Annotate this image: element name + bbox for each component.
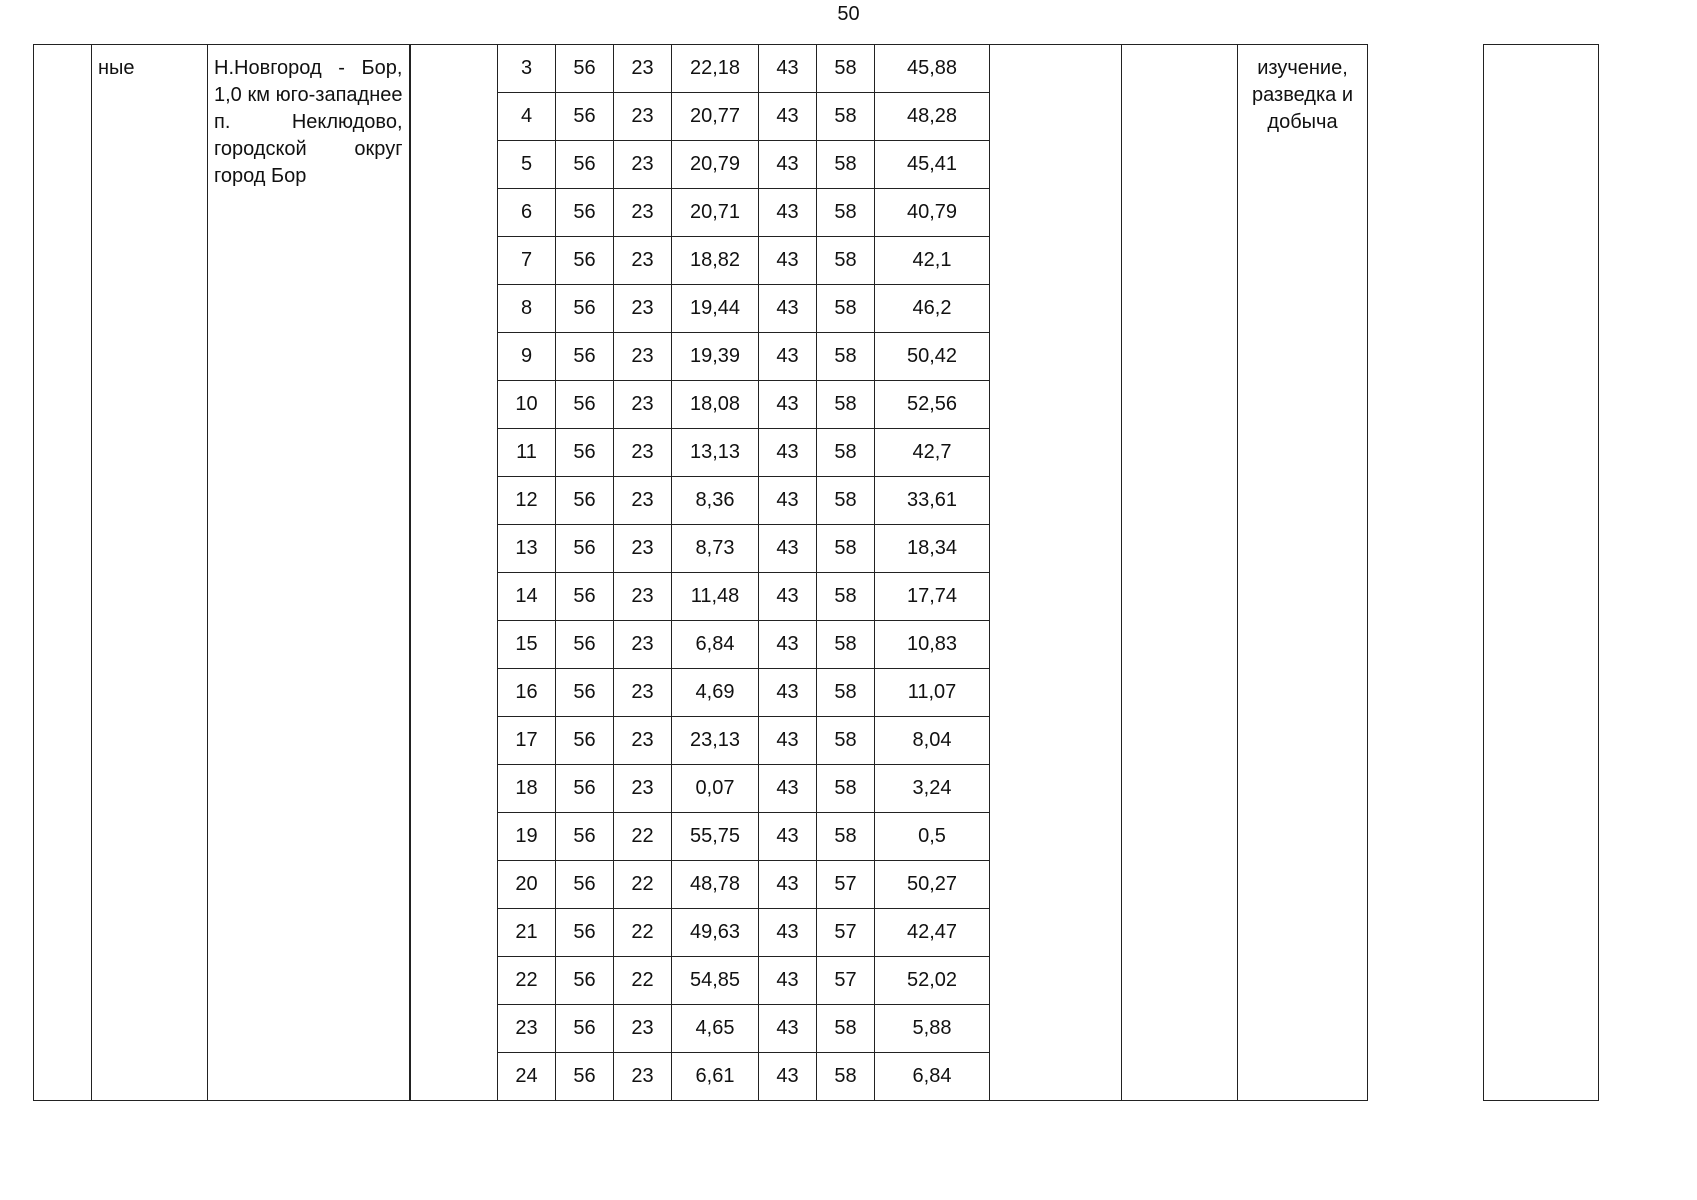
lat-min-cell: 23 [614,765,672,813]
lon-min-cell: 58 [817,621,875,669]
lat-min-cell: 23 [614,93,672,141]
lat-sec-cell: 18,82 [672,237,759,285]
lat-deg-cell: 56 [556,909,614,957]
lon-sec-cell: 50,27 [875,861,990,909]
lon-deg-cell: 43 [759,141,817,189]
point-number-cell: 7 [498,237,556,285]
lon-deg-cell: 43 [759,381,817,429]
lat-deg-cell: 56 [556,381,614,429]
lat-sec-cell: 4,65 [672,1005,759,1053]
lat-deg-cell: 56 [556,525,614,573]
point-number-cell: 12 [498,477,556,525]
lat-deg-cell: 56 [556,669,614,717]
lon-sec-cell: 42,1 [875,237,990,285]
lat-sec-cell: 18,08 [672,381,759,429]
lon-deg-cell: 43 [759,477,817,525]
lat-sec-cell: 54,85 [672,957,759,1005]
lat-deg-cell: 56 [556,957,614,1005]
lon-deg-cell: 43 [759,45,817,93]
lon-sec-cell: 17,74 [875,573,990,621]
lon-sec-cell: 42,47 [875,909,990,957]
lon-sec-cell: 5,88 [875,1005,990,1053]
lon-sec-cell: 8,04 [875,717,990,765]
lon-sec-cell: 3,24 [875,765,990,813]
lon-deg-cell: 43 [759,1005,817,1053]
lat-min-cell: 22 [614,909,672,957]
lon-min-cell: 58 [817,669,875,717]
point-number-cell: 20 [498,861,556,909]
lon-sec-cell: 11,07 [875,669,990,717]
lat-min-cell: 23 [614,45,672,93]
lon-min-cell: 58 [817,573,875,621]
point-number-cell: 10 [498,381,556,429]
lat-sec-cell: 11,48 [672,573,759,621]
lon-min-cell: 58 [817,381,875,429]
lat-sec-cell: 6,84 [672,621,759,669]
lat-min-cell: 23 [614,525,672,573]
purpose-text: изучение, разведка и добыча [1252,57,1353,133]
lat-min-cell: 23 [614,237,672,285]
lon-deg-cell: 43 [759,1053,817,1101]
lat-deg-cell: 56 [556,237,614,285]
lon-sec-cell: 48,28 [875,93,990,141]
lat-min-cell: 23 [614,333,672,381]
point-number-cell: 19 [498,813,556,861]
lon-sec-cell: 33,61 [875,477,990,525]
lon-deg-cell: 43 [759,525,817,573]
point-number-cell: 21 [498,909,556,957]
lon-min-cell: 58 [817,237,875,285]
location-text: Н.Новгород - Бор, 1,0 км юго-западнее п. Неклюдово, городской округ город Бор [214,57,403,187]
lat-deg-cell: 56 [556,477,614,525]
table-row [34,45,1599,93]
lon-sec-cell: 10,83 [875,621,990,669]
lon-deg-cell: 43 [759,909,817,957]
lat-deg-cell: 56 [556,573,614,621]
lat-sec-cell: 8,36 [672,477,759,525]
lon-deg-cell: 43 [759,333,817,381]
lat-deg-cell: 56 [556,285,614,333]
lat-min-cell: 23 [614,381,672,429]
lat-deg-cell: 56 [556,765,614,813]
area-cell [410,45,498,1101]
blank-cell-2 [1122,45,1238,1101]
lat-deg-cell: 56 [556,189,614,237]
lon-min-cell: 57 [817,909,875,957]
license-areas-table [33,44,1599,1101]
lon-deg-cell: 43 [759,621,817,669]
lon-deg-cell: 43 [759,429,817,477]
lon-deg-cell: 43 [759,957,817,1005]
lat-min-cell: 22 [614,861,672,909]
point-number-cell: 8 [498,285,556,333]
table-body [34,45,1599,1101]
lat-sec-cell: 20,79 [672,141,759,189]
lon-min-cell: 58 [817,525,875,573]
purpose-cell [1238,45,1368,1101]
lon-deg-cell: 43 [759,717,817,765]
lon-sec-cell: 50,42 [875,333,990,381]
lat-sec-cell: 22,18 [672,45,759,93]
lat-deg-cell: 56 [556,93,614,141]
lat-min-cell: 23 [614,669,672,717]
lat-sec-cell: 6,61 [672,1053,759,1101]
lat-min-cell: 23 [614,429,672,477]
lat-deg-cell: 56 [556,813,614,861]
lat-sec-cell: 0,07 [672,765,759,813]
point-number-cell: 6 [498,189,556,237]
lat-sec-cell: 19,39 [672,333,759,381]
lon-min-cell: 58 [817,93,875,141]
lon-sec-cell: 42,7 [875,429,990,477]
lon-min-cell: 58 [817,189,875,237]
point-number-cell: 23 [498,1005,556,1053]
lon-min-cell: 58 [817,717,875,765]
lat-sec-cell: 19,44 [672,285,759,333]
lon-min-cell: 58 [817,285,875,333]
lon-deg-cell: 43 [759,285,817,333]
lon-deg-cell: 43 [759,813,817,861]
point-number-cell: 4 [498,93,556,141]
point-number-cell: 11 [498,429,556,477]
lat-deg-cell: 56 [556,861,614,909]
lon-sec-cell: 0,5 [875,813,990,861]
type-cell [92,45,208,1101]
lon-deg-cell: 43 [759,765,817,813]
lat-sec-cell: 48,78 [672,861,759,909]
lon-min-cell: 58 [817,1005,875,1053]
lon-deg-cell: 43 [759,93,817,141]
lat-min-cell: 22 [614,957,672,1005]
lon-sec-cell: 45,41 [875,141,990,189]
lon-sec-cell: 18,34 [875,525,990,573]
lat-sec-cell: 49,63 [672,909,759,957]
lat-deg-cell: 56 [556,1053,614,1101]
lat-sec-cell: 20,77 [672,93,759,141]
lat-deg-cell: 56 [556,141,614,189]
page-number: 50 [837,3,860,25]
lat-sec-cell: 20,71 [672,189,759,237]
lat-min-cell: 22 [614,813,672,861]
lon-sec-cell: 52,02 [875,957,990,1005]
lat-sec-cell: 13,13 [672,429,759,477]
lat-sec-cell: 4,69 [672,669,759,717]
lon-deg-cell: 43 [759,189,817,237]
lon-min-cell: 58 [817,765,875,813]
point-number-cell: 9 [498,333,556,381]
point-number-cell: 17 [498,717,556,765]
lat-min-cell: 23 [614,1005,672,1053]
lat-deg-cell: 56 [556,45,614,93]
lat-min-cell: 23 [614,285,672,333]
lon-deg-cell: 43 [759,573,817,621]
lat-deg-cell: 56 [556,333,614,381]
lon-sec-cell: 6,84 [875,1053,990,1101]
lon-min-cell: 57 [817,861,875,909]
lat-sec-cell: 23,13 [672,717,759,765]
lon-min-cell: 58 [817,333,875,381]
index-cell [34,45,92,1101]
lat-sec-cell: 55,75 [672,813,759,861]
lat-min-cell: 23 [614,477,672,525]
lat-deg-cell: 56 [556,717,614,765]
lon-min-cell: 58 [817,813,875,861]
blank-cell-3 [1368,45,1484,1101]
lon-sec-cell: 52,56 [875,381,990,429]
point-number-cell: 15 [498,621,556,669]
lon-sec-cell: 46,2 [875,285,990,333]
point-number-cell: 13 [498,525,556,573]
lon-deg-cell: 43 [759,237,817,285]
blank-cell-4 [1484,45,1599,1101]
lon-min-cell: 58 [817,477,875,525]
blank-cell-1 [990,45,1122,1101]
point-number-cell: 5 [498,141,556,189]
lon-min-cell: 58 [817,1053,875,1101]
lon-sec-cell: 45,88 [875,45,990,93]
lat-deg-cell: 56 [556,429,614,477]
point-number-cell: 16 [498,669,556,717]
lon-min-cell: 58 [817,141,875,189]
lon-min-cell: 58 [817,429,875,477]
location-cell [208,45,410,1101]
lon-deg-cell: 43 [759,861,817,909]
point-number-cell: 3 [498,45,556,93]
type-text: ные [98,57,135,79]
point-number-cell: 22 [498,957,556,1005]
lon-sec-cell: 40,79 [875,189,990,237]
lat-sec-cell: 8,73 [672,525,759,573]
lat-min-cell: 23 [614,573,672,621]
lon-deg-cell: 43 [759,669,817,717]
point-number-cell: 18 [498,765,556,813]
lat-min-cell: 23 [614,621,672,669]
lon-min-cell: 57 [817,957,875,1005]
lat-min-cell: 23 [614,1053,672,1101]
lat-deg-cell: 56 [556,1005,614,1053]
lat-min-cell: 23 [614,717,672,765]
lon-min-cell: 58 [817,45,875,93]
point-number-cell: 24 [498,1053,556,1101]
lat-deg-cell: 56 [556,621,614,669]
point-number-cell: 14 [498,573,556,621]
lat-min-cell: 23 [614,141,672,189]
lat-min-cell: 23 [614,189,672,237]
